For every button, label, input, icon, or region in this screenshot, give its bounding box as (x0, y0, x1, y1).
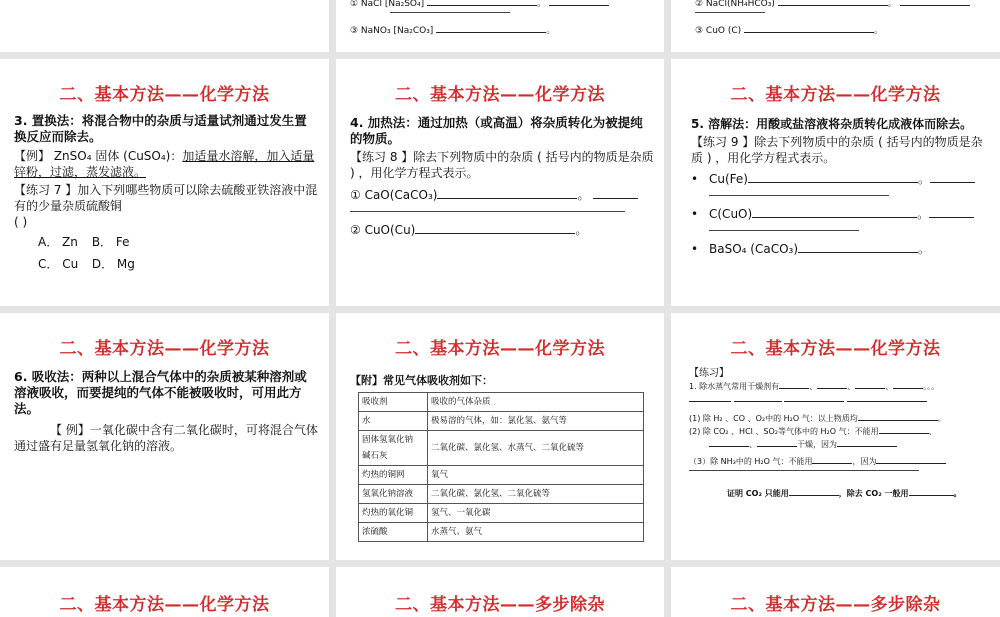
absorbent-table (358, 392, 644, 542)
slide-title: 二、基本方法——化学方法 (395, 339, 605, 359)
table-row (359, 485, 644, 504)
slide-title: 二、基本方法——化学方法 (59, 339, 270, 359)
exercise-item-1: • Cu(Fe) 。 (691, 171, 990, 187)
table-row (359, 466, 644, 485)
absorbent-cell: 水 (359, 412, 428, 431)
option-a: A． Zn (38, 235, 78, 249)
practice-label: 【练习】 (689, 368, 729, 379)
practice-sub-2: (2) 除 CO₂ 、HCl 、SO₂等气体中的 H₂O 气：不能用 、 (689, 427, 937, 436)
method-heading: 6. 吸收法：两种以上混合气体中的杂质被某种溶剂或溶液吸收，而要提纯的气体不能被吸收时，可用此方法。 (14, 369, 307, 416)
method-heading: 4. 加热法：通过加热（或高温）将杂质转化为被提纯的物质。 (350, 115, 643, 146)
slide-absorbent-table (336, 313, 664, 560)
slide-heating-method (336, 59, 664, 306)
exercise-text: 【练习 7 】加入下列哪些物质可以除去硫酸亚铁溶液中混有的少量杂质硫酸铜 (14, 183, 318, 213)
slide-top-middle (336, 0, 664, 52)
option-c: C． Cu (38, 257, 79, 271)
option-b: B． Fe (91, 235, 130, 249)
slide-bottom-right (671, 567, 1000, 617)
table-header-row (359, 393, 644, 412)
exercise-item-1: ① CaO(CaCO₃) 。 (350, 187, 654, 203)
slide-dissolving-method (671, 59, 1000, 306)
slide-top-left (0, 0, 329, 52)
slide-title: 二、基本方法——化学方法 (59, 85, 270, 105)
absorbed-gas-cell: 二氧化碳、氯化氢、水蒸气、二氧化硫等 (428, 431, 644, 466)
exercise-item-2: • C(CuO) 。 (691, 206, 990, 222)
options-row-1 (14, 234, 319, 250)
slide-absorption-method (0, 313, 329, 560)
practice-sub-1: (1) 除 H₂ 、CO 、O₂中的 H₂O 气：以上物质均 。 (689, 414, 946, 423)
method-heading: 5. 溶解法：用酸或盐溶液将杂质转化成液体而除去。 (691, 117, 973, 131)
answer-line (689, 468, 919, 471)
practice-proof: 证明 CO₂ 只能用 ，除去 CO₂ 一般用 。 (727, 489, 962, 498)
slide-practice (671, 313, 1000, 560)
practice-q1-blanks (689, 393, 994, 406)
option-d: D． Mg (91, 257, 135, 271)
exercise-item-3: • BaSO₄ (CaCO₃) 。 (691, 242, 931, 256)
table-caption: 【附】常见气体吸收剂如下： (350, 374, 493, 387)
absorbed-gas-cell: 氧气 (428, 466, 644, 485)
top-mid-line2: ③ NaNO₃ [Na₂CO₃] 。 (350, 21, 654, 37)
answer-line (709, 187, 889, 196)
absorbent-cell: 灼热的铜网 (359, 466, 428, 485)
table-row (359, 431, 644, 466)
table-row (359, 504, 644, 523)
absorbent-cell: 氢氧化钠溶液 (359, 485, 428, 504)
absorbed-gas-cell: 水蒸气、氨气 (428, 523, 644, 542)
slide-bottom-middle (336, 567, 664, 617)
slide-top-right (671, 0, 1000, 52)
absorbent-cell: 浓硫酸 (359, 523, 428, 542)
slide-replacement-method (0, 59, 329, 306)
table-row (359, 412, 644, 431)
example-text: 【 例】一氧化碳中含有二氧化碳时，可将混合气体通过盛有足量氢氧化钠的溶液。 (14, 423, 318, 453)
method-heading: 3. 置换法：将混合物中的杂质与适量试剂通过发生置换反应而除去。 (14, 113, 307, 144)
practice-sub-2-cont: 、 干燥，因为 (689, 438, 994, 451)
exercise-item-2: ② CuO(Cu) 。 (350, 223, 588, 237)
absorbed-gas-cell: 吸收的气体杂质 (428, 393, 644, 412)
answer-line (709, 222, 859, 231)
slide-bottom-left (0, 567, 329, 617)
answer-paren: ( ) (14, 215, 28, 229)
top-right-line2: ③ CuO (C) 。 (695, 21, 990, 37)
absorbed-gas-cell: 极易溶的气体，如：氯化氢、氨气等 (428, 412, 644, 431)
slide-title: 二、基本方法——化学方法 (59, 595, 270, 615)
slide-title: 二、基本方法——化学方法 (730, 85, 941, 105)
exercise-text: 【练习 8 】除去下列物质中的杂质 ( 括号内的物质是杂质 ) ，用化学方程式表示。 (350, 150, 654, 180)
top-right-line1: ② NaCl(NH₄HCO₃) 。 (695, 0, 990, 10)
absorbent-cell: 固体氢氧化钠 碱石灰 (359, 431, 428, 466)
absorbent-cell: 吸收剂 (359, 393, 428, 412)
answer-line (695, 10, 765, 13)
exercise-text: 【练习 9 】除去下列物质中的杂质 ( 括号内的物质是杂质 ) ，用化学方程式表示。 (691, 135, 983, 165)
options-row-2 (14, 256, 319, 272)
example-text: 【例】 ZnSO₄ 固体 (CuSO₄)：加适量水溶解，加入适量锌粉，过滤，蒸发滤液。 (14, 149, 315, 179)
slide-title: 二、基本方法——多步除杂 (395, 595, 605, 615)
top-mid-line1: ① NaCl [Na₂SO₄] 。 (350, 0, 654, 10)
answer-line (350, 203, 625, 212)
table-row (359, 523, 644, 542)
answer-line (390, 10, 510, 13)
practice-q1: 1. 除水蒸气常用干燥剂有 、 、 、 。。。 (689, 382, 940, 391)
absorbent-cell: 灼热的氧化铜 (359, 504, 428, 523)
absorbed-gas-cell: 氢气、一氧化碳 (428, 504, 644, 523)
practice-sub-3: （3）除 NH₃中的 H₂O 气：不能用 ，因为 (689, 455, 994, 468)
slide-title: 二、基本方法——多步除杂 (730, 595, 941, 615)
absorbed-gas-cell: 二氧化碳、氯化氢、二氧化硫等 (428, 485, 644, 504)
slide-title: 二、基本方法——化学方法 (730, 339, 941, 359)
slide-title: 二、基本方法——化学方法 (395, 85, 605, 105)
